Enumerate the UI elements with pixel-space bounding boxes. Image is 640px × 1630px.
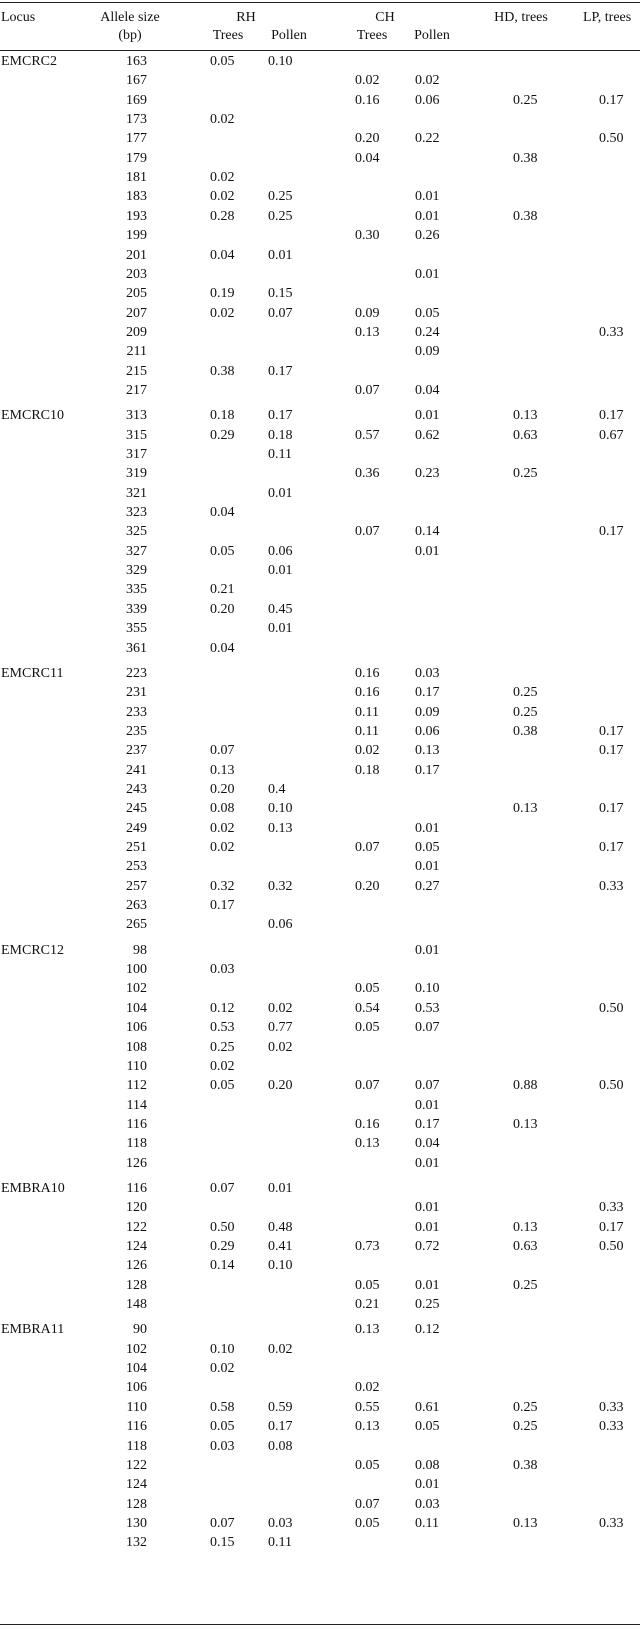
ch-pollen-cell: 0.09 (415, 704, 440, 720)
rh-trees-cell: 0.03 (210, 962, 235, 978)
ch-trees-cell: 0.30 (355, 228, 380, 244)
ch-pollen-cell: 0.17 (415, 762, 440, 778)
rh-pollen-cell: 0.17 (268, 408, 293, 424)
ch-trees-cell: 0.11 (355, 704, 379, 720)
ch-pollen-cell: 0.04 (415, 382, 440, 398)
rh-trees-cell: 0.05 (210, 543, 235, 559)
allele-size-cell: 114 (126, 1097, 147, 1113)
header-allele-size: Allele size (100, 10, 160, 25)
allele-size-cell: 173 (126, 112, 147, 128)
lp-trees-cell: 0.17 (599, 743, 624, 759)
ch-pollen-cell: 0.01 (415, 859, 440, 875)
ch-trees-cell: 0.36 (355, 466, 380, 482)
ch-pollen-cell: 0.01 (415, 820, 440, 836)
ch-trees-cell: 0.13 (355, 1136, 380, 1152)
allele-size-cell: 106 (126, 1020, 147, 1036)
allele-size-cell: 335 (126, 582, 147, 598)
allele-size-cell: 163 (126, 54, 147, 69)
rh-trees-cell: 0.07 (210, 1515, 235, 1531)
ch-trees-cell: 0.05 (355, 981, 380, 997)
allele-size-cell: 245 (126, 801, 147, 817)
ch-pollen-cell: 0.07 (415, 1020, 440, 1036)
rh-trees-cell: 0.20 (210, 601, 235, 617)
rh-trees-cell: 0.13 (210, 762, 235, 778)
hd-trees-cell: 0.25 (513, 1277, 538, 1293)
allele-size-cell: 128 (126, 1496, 147, 1512)
ch-trees-cell: 0.05 (355, 1020, 380, 1036)
lp-trees-cell: 0.17 (599, 840, 624, 855)
ch-trees-cell: 0.02 (355, 73, 380, 89)
allele-size-cell: 179 (126, 150, 147, 166)
header-rh-pollen: Pollen (271, 28, 307, 43)
allele-size-cell: 169 (126, 92, 147, 108)
rh-pollen-cell: 0.18 (268, 427, 293, 443)
ch-pollen-cell: 0.02 (415, 73, 440, 89)
ch-trees-cell: 0.13 (355, 324, 380, 340)
allele-size-cell: 327 (126, 543, 147, 559)
rh-trees-cell: 0.10 (210, 1341, 235, 1357)
rh-pollen-cell: 0.32 (268, 878, 293, 894)
ch-pollen-cell: 0.53 (415, 1000, 440, 1016)
ch-pollen-cell: 0.72 (415, 1239, 440, 1254)
allele-size-cell: 317 (126, 447, 147, 462)
allele-size-cell: 100 (126, 962, 147, 978)
lp-trees-cell: 0.17 (599, 1219, 624, 1235)
rh-pollen-cell: 0.07 (268, 305, 293, 321)
lp-trees-cell: 0.33 (599, 324, 624, 340)
allele-size-cell: 124 (126, 1239, 147, 1254)
hd-trees-cell: 0.13 (513, 408, 538, 424)
rh-pollen-cell: 0.03 (268, 1515, 293, 1531)
rh-pollen-cell: 0.17 (268, 363, 293, 379)
locus-label: EMCRC11 (1, 665, 64, 681)
ch-trees-cell: 0.02 (355, 743, 380, 759)
allele-size-cell: 98 (133, 942, 147, 958)
top-rule (0, 2, 640, 3)
allele-size-cell: 325 (126, 524, 147, 540)
allele-size-cell: 315 (126, 427, 147, 443)
allele-size-cell: 122 (126, 1219, 147, 1235)
rh-pollen-cell: 0.01 (268, 247, 293, 263)
ch-pollen-cell: 0.27 (415, 878, 440, 894)
allele-size-cell: 181 (126, 170, 147, 186)
rh-trees-cell: 0.08 (210, 801, 235, 817)
ch-trees-cell: 0.07 (355, 840, 380, 855)
allele-size-cell: 193 (126, 208, 147, 224)
ch-pollen-cell: 0.24 (415, 324, 440, 340)
ch-pollen-cell: 0.01 (415, 1219, 440, 1235)
rh-trees-cell: 0.19 (210, 286, 235, 302)
ch-pollen-cell: 0.07 (415, 1078, 440, 1094)
allele-size-cell: 124 (126, 1477, 147, 1493)
rh-pollen-cell: 0.20 (268, 1078, 293, 1094)
hd-trees-cell: 0.13 (513, 1219, 538, 1235)
ch-pollen-cell: 0.06 (415, 723, 440, 739)
allele-size-cell: 235 (126, 723, 147, 739)
header-lp-trees: LP, trees (583, 10, 632, 25)
allele-size-cell: 132 (126, 1535, 147, 1551)
hd-trees-cell: 0.88 (513, 1078, 538, 1094)
rh-trees-cell: 0.17 (210, 898, 235, 914)
lp-trees-cell: 0.67 (599, 427, 624, 443)
hd-trees-cell: 0.38 (513, 208, 538, 224)
allele-size-cell: 233 (126, 704, 147, 720)
allele-size-cell: 223 (126, 665, 147, 681)
ch-trees-cell: 0.21 (355, 1297, 380, 1313)
ch-trees-cell: 0.02 (355, 1380, 380, 1396)
hd-trees-cell: 0.13 (513, 1116, 538, 1132)
ch-pollen-cell: 0.08 (415, 1457, 440, 1473)
ch-trees-cell: 0.05 (355, 1515, 380, 1531)
locus-label: EMBRA10 (1, 1180, 65, 1196)
rh-pollen-cell: 0.08 (268, 1438, 293, 1454)
rh-trees-cell: 0.04 (210, 247, 235, 263)
header-locus: Locus (1, 10, 36, 25)
allele-size-cell: 339 (126, 601, 147, 617)
allele-size-cell: 361 (126, 640, 147, 656)
allele-size-cell: 106 (126, 1380, 147, 1396)
rh-pollen-cell: 0.06 (268, 543, 293, 559)
ch-trees-cell: 0.05 (355, 1457, 380, 1473)
ch-pollen-cell: 0.62 (415, 427, 440, 443)
ch-pollen-cell: 0.12 (415, 1322, 440, 1338)
rh-trees-cell: 0.38 (210, 363, 235, 379)
ch-pollen-cell: 0.01 (415, 208, 440, 224)
rh-pollen-cell: 0.01 (268, 621, 293, 637)
ch-trees-cell: 0.57 (355, 427, 380, 443)
lp-trees-cell: 0.50 (599, 1239, 624, 1254)
allele-size-cell: 116 (126, 1419, 147, 1435)
rh-trees-cell: 0.04 (210, 640, 235, 656)
hd-trees-cell: 0.25 (513, 92, 538, 108)
rh-trees-cell: 0.02 (210, 1361, 235, 1377)
rh-trees-cell: 0.58 (210, 1399, 235, 1415)
rh-trees-cell: 0.29 (210, 427, 235, 443)
hd-trees-cell: 0.38 (513, 150, 538, 166)
ch-pollen-cell: 0.01 (415, 1277, 440, 1293)
ch-pollen-cell: 0.61 (415, 1399, 440, 1415)
lp-trees-cell: 0.33 (599, 1419, 624, 1435)
rh-trees-cell: 0.02 (210, 840, 235, 855)
rh-trees-cell: 0.29 (210, 1239, 235, 1254)
allele-size-cell: 110 (126, 1399, 147, 1415)
locus-label: EMCRC10 (1, 408, 65, 424)
allele-size-cell: 116 (126, 1116, 147, 1132)
rh-pollen-cell: 0.06 (268, 917, 293, 933)
ch-trees-cell: 0.07 (355, 524, 380, 540)
allele-size-cell: 265 (126, 917, 147, 933)
allele-size-cell: 126 (126, 1258, 147, 1274)
allele-size-cell: 102 (126, 981, 147, 997)
ch-pollen-cell: 0.25 (415, 1297, 440, 1313)
ch-trees-cell: 0.16 (355, 92, 380, 108)
ch-pollen-cell: 0.05 (415, 840, 440, 855)
lp-trees-cell: 0.17 (599, 801, 624, 817)
allele-size-cell: 319 (126, 466, 147, 482)
allele-size-cell: 215 (126, 363, 147, 379)
hd-trees-cell: 0.13 (513, 801, 538, 817)
allele-size-cell: 313 (126, 408, 147, 424)
ch-pollen-cell: 0.01 (415, 1200, 440, 1216)
rh-trees-cell: 0.02 (210, 305, 235, 321)
ch-pollen-cell: 0.05 (415, 305, 440, 321)
rh-pollen-cell: 0.10 (268, 801, 293, 817)
ch-pollen-cell: 0.22 (415, 131, 440, 147)
ch-trees-cell: 0.13 (355, 1419, 380, 1435)
rh-trees-cell: 0.53 (210, 1020, 235, 1036)
rh-trees-cell: 0.15 (210, 1535, 235, 1551)
ch-pollen-cell: 0.17 (415, 1116, 440, 1132)
rh-trees-cell: 0.02 (210, 112, 235, 128)
allele-size-cell: 217 (126, 382, 147, 398)
hd-trees-cell: 0.25 (513, 685, 538, 701)
rh-pollen-cell: 0.41 (268, 1239, 293, 1254)
header-rh-trees: Trees (212, 28, 244, 43)
ch-pollen-cell: 0.13 (415, 743, 440, 759)
allele-size-cell: 102 (126, 1341, 147, 1357)
ch-pollen-cell: 0.01 (415, 408, 440, 424)
rh-trees-cell: 0.12 (210, 1000, 235, 1016)
rh-trees-cell: 0.03 (210, 1438, 235, 1454)
ch-trees-cell: 0.20 (355, 878, 380, 894)
rh-pollen-cell: 0.4 (268, 781, 286, 797)
allele-size-cell: 211 (126, 344, 147, 360)
rh-pollen-cell: 0.11 (268, 447, 292, 462)
allele-size-cell: 167 (126, 73, 147, 89)
header-ch: CH (375, 10, 395, 25)
allele-size-cell: 108 (126, 1039, 147, 1055)
rh-trees-cell: 0.02 (210, 1058, 235, 1074)
ch-pollen-cell: 0.06 (415, 92, 440, 108)
allele-size-cell: 110 (126, 1058, 147, 1074)
ch-trees-cell: 0.11 (355, 723, 379, 739)
ch-trees-cell: 0.54 (355, 1000, 380, 1016)
locus-label: EMCRC2 (1, 54, 58, 69)
ch-pollen-cell: 0.05 (415, 1419, 440, 1435)
ch-trees-cell: 0.55 (355, 1399, 380, 1415)
lp-trees-cell: 0.17 (599, 408, 624, 424)
lp-trees-cell: 0.50 (599, 1000, 624, 1016)
rh-pollen-cell: 0.77 (268, 1020, 293, 1036)
allele-size-cell: 128 (126, 1277, 147, 1293)
lp-trees-cell: 0.17 (599, 92, 624, 108)
rh-pollen-cell: 0.02 (268, 1039, 293, 1055)
ch-trees-cell: 0.07 (355, 382, 380, 398)
rh-trees-cell: 0.04 (210, 505, 235, 521)
ch-pollen-cell: 0.01 (415, 189, 440, 205)
allele-size-cell: 90 (133, 1322, 147, 1338)
hd-trees-cell: 0.25 (513, 1419, 538, 1435)
allele-size-cell: 257 (126, 878, 147, 894)
hd-trees-cell: 0.25 (513, 1399, 538, 1415)
allele-size-cell: 253 (126, 859, 147, 875)
rh-pollen-cell: 0.17 (268, 1419, 293, 1435)
allele-size-cell: 199 (126, 228, 147, 244)
ch-trees-cell: 0.20 (355, 131, 380, 147)
hd-trees-cell: 0.38 (513, 1457, 538, 1473)
hd-trees-cell: 0.38 (513, 723, 538, 739)
lp-trees-cell: 0.33 (599, 878, 624, 894)
rh-pollen-cell: 0.01 (268, 563, 293, 579)
ch-pollen-cell: 0.03 (415, 1496, 440, 1512)
rh-pollen-cell: 0.10 (268, 54, 293, 69)
hd-trees-cell: 0.63 (513, 427, 538, 443)
allele-size-cell: 177 (126, 131, 147, 147)
ch-trees-cell: 0.16 (355, 665, 380, 681)
rh-trees-cell: 0.14 (210, 1258, 235, 1274)
allele-size-cell: 122 (126, 1457, 147, 1473)
allele-size-cell: 241 (126, 762, 147, 778)
header-rh: RH (236, 10, 256, 25)
locus-label: EMCRC12 (1, 942, 65, 958)
ch-pollen-cell: 0.01 (415, 266, 440, 282)
allele-size-cell: 201 (126, 247, 147, 263)
allele-size-cell: 329 (126, 563, 147, 579)
allele-size-cell: 148 (126, 1297, 147, 1313)
hd-trees-cell: 0.25 (513, 466, 538, 482)
rh-pollen-cell: 0.48 (268, 1219, 293, 1235)
ch-trees-cell: 0.09 (355, 305, 380, 321)
rh-pollen-cell: 0.59 (268, 1399, 293, 1415)
allele-size-cell: 263 (126, 898, 147, 914)
ch-pollen-cell: 0.01 (415, 942, 440, 958)
allele-size-cell: 249 (126, 820, 147, 836)
rh-trees-cell: 0.02 (210, 820, 235, 836)
hd-trees-cell: 0.63 (513, 1239, 538, 1254)
ch-pollen-cell: 0.14 (415, 524, 440, 540)
ch-trees-cell: 0.04 (355, 150, 380, 166)
allele-size-cell: 116 (126, 1180, 147, 1196)
ch-pollen-cell: 0.01 (415, 543, 440, 559)
allele-size-cell: 207 (126, 305, 147, 321)
ch-pollen-cell: 0.26 (415, 228, 440, 244)
rh-pollen-cell: 0.15 (268, 286, 293, 302)
rh-pollen-cell: 0.10 (268, 1258, 293, 1274)
rh-pollen-cell: 0.01 (268, 485, 293, 501)
allele-size-cell: 251 (126, 840, 147, 855)
ch-pollen-cell: 0.03 (415, 665, 440, 681)
ch-trees-cell: 0.13 (355, 1322, 380, 1338)
rh-trees-cell: 0.18 (210, 408, 235, 424)
rh-pollen-cell: 0.25 (268, 208, 293, 224)
rh-trees-cell: 0.32 (210, 878, 235, 894)
lp-trees-cell: 0.33 (599, 1200, 624, 1216)
rh-trees-cell: 0.25 (210, 1039, 235, 1055)
rh-pollen-cell: 0.13 (268, 820, 293, 836)
lp-trees-cell: 0.50 (599, 1078, 624, 1094)
allele-size-cell: 321 (126, 485, 147, 501)
allele-size-cell: 355 (126, 621, 147, 637)
allele-size-cell: 205 (126, 286, 147, 302)
ch-pollen-cell: 0.10 (415, 981, 440, 997)
ch-trees-cell: 0.18 (355, 762, 380, 778)
ch-pollen-cell: 0.01 (415, 1155, 440, 1171)
rh-pollen-cell: 0.25 (268, 189, 293, 205)
rh-trees-cell: 0.05 (210, 1419, 235, 1435)
allele-size-cell: 120 (126, 1200, 147, 1216)
ch-pollen-cell: 0.09 (415, 344, 440, 360)
rh-trees-cell: 0.20 (210, 781, 235, 797)
header-rule (0, 50, 640, 51)
ch-pollen-cell: 0.04 (415, 1136, 440, 1152)
allele-size-cell: 126 (126, 1155, 147, 1171)
header-hd-trees: HD, trees (494, 10, 548, 25)
lp-trees-cell: 0.50 (599, 131, 624, 147)
rh-trees-cell: 0.07 (210, 1180, 235, 1196)
ch-pollen-cell: 0.01 (415, 1097, 440, 1113)
allele-size-cell: 237 (126, 743, 147, 759)
lp-trees-cell: 0.33 (599, 1399, 624, 1415)
header-ch-pollen: Pollen (414, 28, 450, 43)
ch-pollen-cell: 0.23 (415, 466, 440, 482)
allele-size-cell: 323 (126, 505, 147, 521)
rh-trees-cell: 0.28 (210, 208, 235, 224)
ch-trees-cell: 0.07 (355, 1078, 380, 1094)
rh-trees-cell: 0.07 (210, 743, 235, 759)
rh-trees-cell: 0.02 (210, 170, 235, 186)
rh-trees-cell: 0.50 (210, 1219, 235, 1235)
rh-trees-cell: 0.05 (210, 1078, 235, 1094)
allele-size-cell: 183 (126, 189, 147, 205)
ch-pollen-cell: 0.17 (415, 685, 440, 701)
rh-pollen-cell: 0.45 (268, 601, 293, 617)
lp-trees-cell: 0.17 (599, 723, 624, 739)
bottom-rule (0, 1624, 640, 1625)
rh-trees-cell: 0.02 (210, 189, 235, 205)
rh-trees-cell: 0.05 (210, 54, 235, 69)
allele-size-cell: 231 (126, 685, 147, 701)
rh-pollen-cell: 0.02 (268, 1000, 293, 1016)
header-allele-unit: (bp) (118, 28, 142, 43)
rh-pollen-cell: 0.11 (268, 1535, 292, 1551)
ch-trees-cell: 0.73 (355, 1239, 380, 1254)
allele-size-cell: 203 (126, 266, 147, 282)
rh-pollen-cell: 0.01 (268, 1180, 293, 1196)
hd-trees-cell: 0.13 (513, 1515, 538, 1531)
ch-trees-cell: 0.05 (355, 1277, 380, 1293)
ch-trees-cell: 0.16 (355, 1116, 380, 1132)
allele-size-cell: 118 (126, 1438, 147, 1454)
allele-size-cell: 130 (126, 1515, 147, 1531)
ch-pollen-cell: 0.01 (415, 1477, 440, 1493)
allele-size-cell: 112 (126, 1078, 147, 1094)
locus-label: EMBRA11 (1, 1322, 65, 1338)
ch-pollen-cell: 0.11 (415, 1515, 439, 1531)
ch-trees-cell: 0.07 (355, 1496, 380, 1512)
lp-trees-cell: 0.17 (599, 524, 624, 540)
allele-size-cell: 104 (126, 1361, 147, 1377)
hd-trees-cell: 0.25 (513, 704, 538, 720)
rh-trees-cell: 0.21 (210, 582, 235, 598)
rh-pollen-cell: 0.02 (268, 1341, 293, 1357)
header-ch-trees: Trees (356, 28, 388, 43)
lp-trees-cell: 0.33 (599, 1515, 624, 1531)
ch-trees-cell: 0.16 (355, 685, 380, 701)
allele-size-cell: 118 (126, 1136, 147, 1152)
allele-size-cell: 209 (126, 324, 147, 340)
allele-size-cell: 104 (126, 1000, 147, 1016)
allele-size-cell: 243 (126, 781, 147, 797)
